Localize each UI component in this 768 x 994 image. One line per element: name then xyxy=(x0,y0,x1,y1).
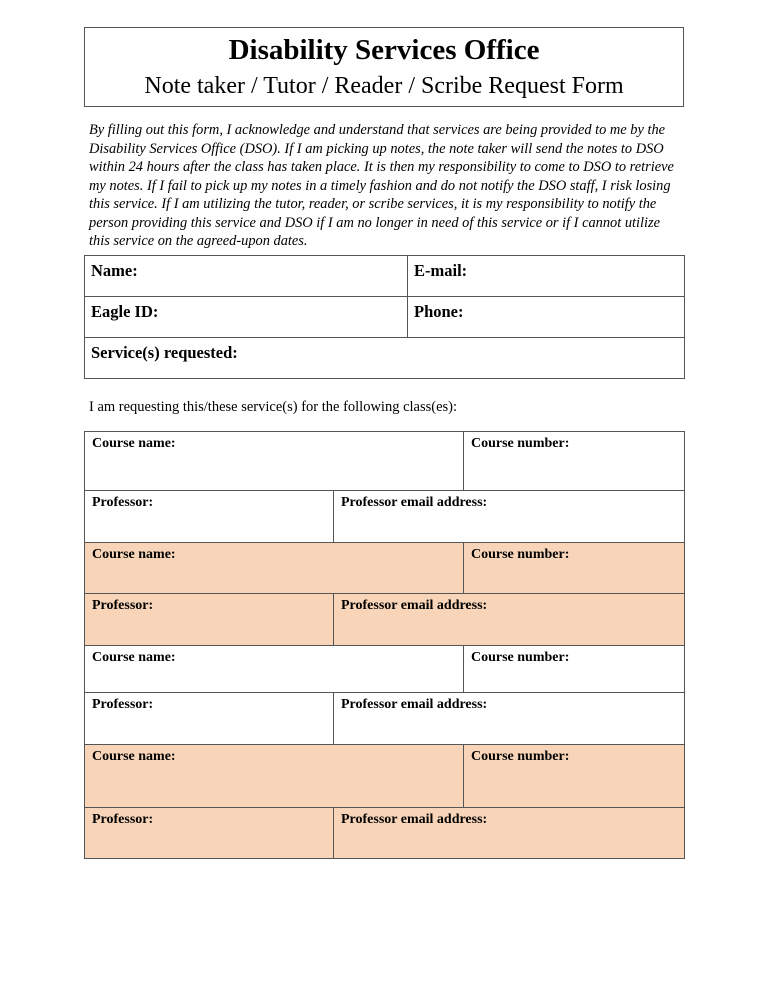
email-field[interactable] xyxy=(407,255,685,297)
services-requested-label: Service(s) requested: xyxy=(91,343,238,362)
professor-email-field[interactable] xyxy=(333,593,685,646)
course-number-label: Course number: xyxy=(471,749,570,764)
name-field[interactable] xyxy=(84,255,408,297)
course-number-field[interactable] xyxy=(463,744,685,808)
form-title: Disability Services Office xyxy=(228,34,540,66)
phone-label: Phone: xyxy=(414,302,464,321)
professor-field[interactable] xyxy=(84,692,334,745)
phone-field[interactable] xyxy=(407,296,685,338)
professor-email-label: Professor email address: xyxy=(341,598,488,613)
professor-label: Professor: xyxy=(92,598,154,613)
course-number-field[interactable] xyxy=(463,645,685,693)
course-number-field[interactable] xyxy=(463,542,685,594)
disclaimer-text: By filling out this form, I acknowledge and understand that services are being provided to me by the Disability Services Office (DSO). If I am picking up notes, the note taker will send the notes to DSO within 24 hours after the class has taken place. It is then my responsibility to come to DSO to retrieve my notes. If I fail to pick up my notes in a timely fashion and do not notify the DSO staff, I risk losing this service. If I am utilizing the tutor, reader, or scribe services, it is my responsibility to notify the person providing this service and DSO if I am no longer in need of this service or if I cannot utilize this service on the agreed-upon dates. xyxy=(89,122,674,249)
course-number-label: Course number: xyxy=(471,650,570,665)
professor-email-label: Professor email address: xyxy=(341,812,488,827)
professor-email-field[interactable] xyxy=(333,807,685,859)
course-name-label: Course name: xyxy=(92,547,176,562)
form-header xyxy=(84,27,684,107)
services-requested-field[interactable] xyxy=(84,337,685,379)
course-name-field[interactable] xyxy=(84,645,464,693)
professor-email-label: Professor email address: xyxy=(341,697,488,712)
professor-label: Professor: xyxy=(92,697,154,712)
course-name-field[interactable] xyxy=(84,744,464,808)
course-number-label: Course number: xyxy=(471,436,570,451)
professor-email-field[interactable] xyxy=(333,692,685,745)
course-number-field[interactable] xyxy=(463,431,685,491)
professor-label: Professor: xyxy=(92,495,154,510)
name-label: Name: xyxy=(91,261,138,280)
course-name-field[interactable] xyxy=(84,431,464,491)
professor-label: Professor: xyxy=(92,812,154,827)
course-name-field[interactable] xyxy=(84,542,464,594)
professor-field[interactable] xyxy=(84,807,334,859)
professor-email-field[interactable] xyxy=(333,490,685,543)
form-subtitle: Note taker / Tutor / Reader / Scribe Request Form xyxy=(144,73,624,99)
course-name-label: Course name: xyxy=(92,749,176,764)
professor-field[interactable] xyxy=(84,490,334,543)
professor-email-label: Professor email address: xyxy=(341,495,488,510)
course-name-label: Course name: xyxy=(92,650,176,665)
email-label: E-mail: xyxy=(414,261,468,280)
course-name-label: Course name: xyxy=(92,436,176,451)
eagle-id-field[interactable] xyxy=(84,296,408,338)
professor-field[interactable] xyxy=(84,593,334,646)
eagle-id-label: Eagle ID: xyxy=(91,302,159,321)
request-statement: I am requesting this/these service(s) for the following class(es): xyxy=(89,399,458,415)
course-number-label: Course number: xyxy=(471,547,570,562)
